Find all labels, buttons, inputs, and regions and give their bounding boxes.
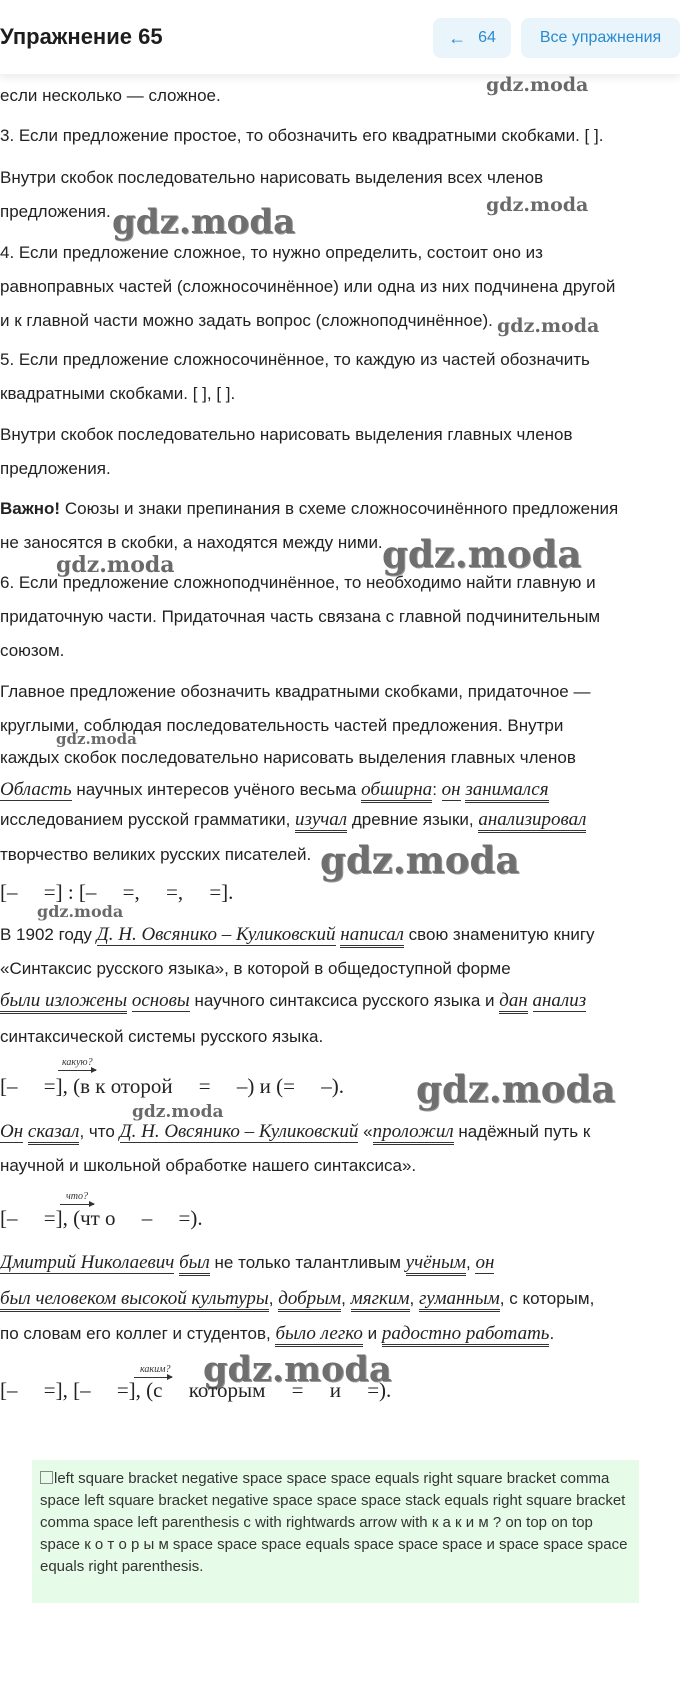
arrow-right-icon bbox=[58, 1070, 96, 1071]
text-line: предложения. bbox=[0, 459, 111, 478]
important-note bbox=[0, 490, 618, 527]
text: « bbox=[358, 1122, 373, 1141]
text-line: синтаксической системы русского языка. bbox=[0, 1027, 324, 1046]
predicate-word: гуманным bbox=[419, 1288, 500, 1312]
text-line: союзом. bbox=[0, 641, 65, 660]
predicate-word: было легко bbox=[275, 1323, 362, 1347]
predicate-word: был человеком высокой культуры bbox=[0, 1288, 269, 1312]
subject-word: он bbox=[475, 1252, 495, 1273]
important-label: Важно! bbox=[0, 499, 61, 518]
subject-word: Д. Н. Овсянико – Куликовский bbox=[119, 1121, 359, 1142]
text-line: не заносятся в скобки, а находятся между ними. bbox=[0, 533, 383, 552]
text-line: 5. Если предложение сложносочинённое, то каждую из частей обозначить bbox=[0, 350, 590, 369]
text: , bbox=[466, 1253, 476, 1272]
watermark: gdz.moda bbox=[132, 1102, 224, 1122]
predicate-word: добрым bbox=[278, 1288, 341, 1312]
sentence-line bbox=[0, 1113, 590, 1150]
subject-word: Область bbox=[0, 779, 72, 800]
text-line: Главное предложение обозначить квадратными скобками, придаточное — bbox=[0, 682, 591, 701]
watermark: gdz.moda bbox=[497, 315, 600, 337]
question-label: каким? bbox=[140, 1364, 171, 1375]
predicate-word: обширна bbox=[361, 779, 432, 803]
all-exercises-button[interactable]: Все упражнения bbox=[521, 18, 680, 58]
predicate-word: мягким bbox=[351, 1288, 410, 1312]
predicate-word: радостно работать bbox=[382, 1323, 550, 1347]
predicate-word: анализировал bbox=[478, 809, 586, 833]
subject-word: Дмитрий Николаевич bbox=[0, 1252, 175, 1273]
alt-text: left square bracket negative space space space equals right square bracket comma space left square bracket negative space space space stack equals right square bracket comma space left parenthesis с with rightwards arrow with к а к и м ? on top on top space к о т о р ы м space space space equals space space space и space space space equals right parenthesis. bbox=[40, 1470, 628, 1575]
text-line: научной и школьной обработке нашего синтаксиса». bbox=[0, 1156, 417, 1175]
text-line: 6. Если предложение сложноподчинённое, то необходимо найти главную и bbox=[0, 573, 596, 592]
text-line: квадратными скобками. [ ], [ ]. bbox=[0, 384, 236, 403]
text: и bbox=[362, 1324, 382, 1343]
predicate-word: изучал bbox=[295, 809, 347, 833]
text-line: и к главной части можно задать вопрос (сложноподчинённое). bbox=[0, 311, 493, 330]
sentence-line bbox=[0, 801, 586, 838]
predicate-word: были изложены bbox=[0, 990, 127, 1014]
text-line: Внутри скобок последовательно нарисовать выделения всех членов bbox=[0, 168, 544, 187]
text: , bbox=[341, 1289, 351, 1308]
text: не только талантливым bbox=[209, 1253, 406, 1272]
text-line: каждых скобок последовательно нарисовать выделения главных членов bbox=[0, 748, 576, 767]
sentence-line bbox=[0, 916, 595, 953]
text-line: 3. Если предложение простое, то обозначить его квадратными скобками. [ ]. bbox=[0, 126, 604, 145]
text-line: предложения. bbox=[0, 202, 111, 221]
subject-word: Он bbox=[0, 1121, 24, 1142]
watermark: gdz.moda bbox=[56, 730, 137, 748]
text-line: круглыми, соблюдая последовательность частей предложения. Внутри bbox=[0, 716, 564, 735]
text-line: равноправных частей (сложносочинённое) или одна из них подчинена другой bbox=[0, 277, 616, 296]
prev-exercise-label: 64 bbox=[478, 29, 496, 46]
text: . bbox=[549, 1324, 555, 1343]
broken-image-icon bbox=[40, 1471, 53, 1484]
prev-exercise-button[interactable] bbox=[433, 18, 511, 58]
predicate-word: проложил bbox=[373, 1121, 454, 1145]
watermark: gdz.moda bbox=[320, 838, 520, 882]
question-label: какую? bbox=[62, 1057, 93, 1068]
text: научного синтаксиса русского языка и bbox=[189, 991, 500, 1010]
subject-word: он bbox=[441, 779, 461, 800]
text: по словам его коллег и студентов, bbox=[0, 1324, 276, 1343]
watermark: gdz.moda bbox=[112, 202, 296, 242]
text: надёжный путь к bbox=[453, 1122, 591, 1141]
sentence-line bbox=[0, 1244, 494, 1281]
text: исследованием русской грамматики, bbox=[0, 810, 296, 829]
text: , bbox=[409, 1289, 419, 1308]
text: научных интересов учёного весьма bbox=[71, 780, 362, 799]
text: : bbox=[432, 780, 442, 799]
sentence-line bbox=[0, 1280, 594, 1317]
subject-word: основы bbox=[131, 990, 190, 1011]
text: древние языки, bbox=[347, 810, 479, 829]
text: В 1902 году bbox=[0, 925, 97, 944]
text: , что bbox=[79, 1122, 120, 1141]
sentence-line bbox=[0, 982, 586, 1019]
watermark: gdz.moda bbox=[382, 532, 582, 576]
subject-word: анализ bbox=[532, 990, 587, 1011]
sentence-scheme: [– =], [– =], (с которым = и =). bbox=[0, 1378, 392, 1402]
arrow-left-icon: ← bbox=[448, 27, 467, 48]
text: свою знаменитую книгу bbox=[403, 925, 595, 944]
sentence-line bbox=[0, 1315, 554, 1352]
text: , с которым, bbox=[499, 1289, 595, 1308]
sentence-scheme: [– =], (в к оторой = –) и (= –). bbox=[0, 1074, 344, 1098]
predicate-word: дан bbox=[499, 990, 528, 1014]
text-line: 4. Если предложение сложное, то нужно определить, состоит оно из bbox=[0, 243, 543, 262]
page-title: Упражнение 65 bbox=[0, 24, 163, 49]
arrow-right-icon bbox=[60, 1204, 94, 1205]
question-label: что? bbox=[66, 1191, 88, 1202]
text: , bbox=[268, 1289, 279, 1308]
predicate-word: занимался bbox=[465, 779, 548, 803]
text-line: «Синтаксис русского языка», в которой в общедоступной форме bbox=[0, 959, 511, 978]
subject-word: Д. Н. Овсянико – Куликовский bbox=[96, 924, 336, 945]
sentence-scheme: [– =] : [– =, =, =]. bbox=[0, 880, 234, 904]
text-line: если несколько — сложное. bbox=[0, 86, 221, 105]
watermark: gdz.moda bbox=[56, 552, 175, 578]
predicate-word: написал bbox=[340, 924, 404, 948]
watermark: gdz.moda bbox=[486, 74, 589, 96]
text bbox=[528, 991, 533, 1010]
predicate-word: учёным bbox=[406, 1252, 466, 1276]
page-header bbox=[0, 0, 680, 74]
text-line: придаточную части. Придаточная часть связана с главной подчинительным bbox=[0, 607, 601, 626]
image-alt-text bbox=[32, 1460, 639, 1603]
predicate-word: был bbox=[179, 1252, 210, 1276]
watermark: gdz.moda bbox=[203, 1349, 392, 1390]
text-line: Союзы и знаки препинания в схеме сложносочинённого предложения bbox=[60, 499, 619, 518]
text-line: Внутри скобок последовательно нарисовать выделения главных членов bbox=[0, 425, 573, 444]
watermark: gdz.moda bbox=[486, 194, 589, 216]
text-line: творчество великих русских писателей. bbox=[0, 845, 312, 864]
watermark: gdz.moda bbox=[416, 1067, 616, 1111]
predicate-word: сказал bbox=[28, 1121, 80, 1145]
sentence-scheme: [– =], (чт о – =). bbox=[0, 1206, 203, 1230]
watermark: gdz.moda bbox=[37, 902, 124, 921]
